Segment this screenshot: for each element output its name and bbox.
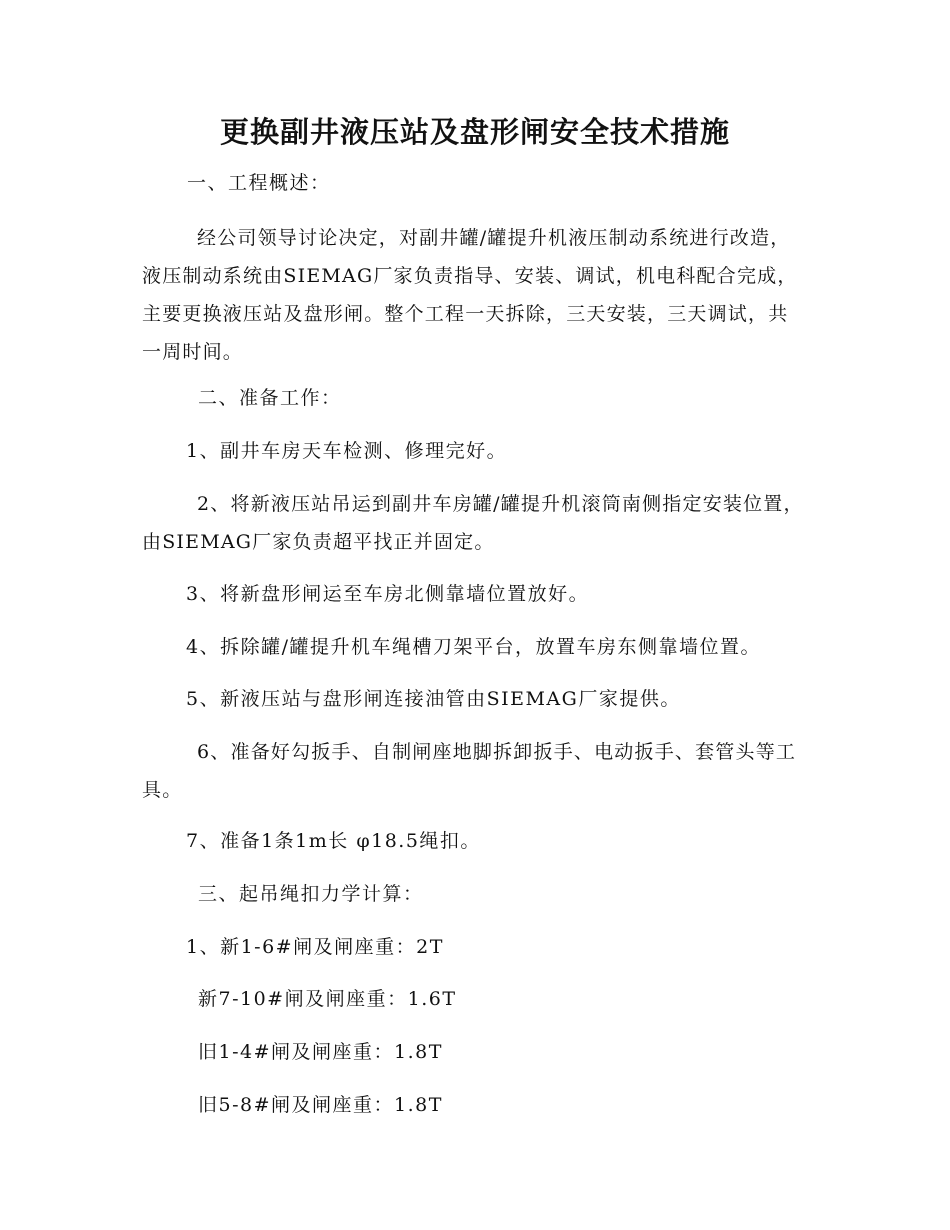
- section-heading-overview: 一、工程概述：: [187, 172, 331, 194]
- weight-item-3: 旧1-4#闸及闸座重：1.8T: [198, 1041, 443, 1063]
- section-heading-preparation: 二、准备工作：: [198, 387, 342, 409]
- prep-item-4: 4、拆除罐/罐提升机车绳槽刀架平台，放置车房东侧靠墙位置。: [186, 636, 761, 658]
- prep-item-1: 1、副井车房天车检测、修理完好。: [186, 440, 508, 462]
- document-title: 更换副井液压站及盘形闸安全技术措施: [219, 115, 730, 149]
- overview-paragraph: 经公司领导讨论决定，对副井罐/罐提升机液压制动系统进行改造，液压制动系统由SIEMAG厂家负责指导、安装、调试，机电科配合完成，主要更换液压站及盘形闸。整个工程一天拆除，三天安装，三天调试，共一周时间。: [142, 227, 798, 363]
- prep-item-3: 3、将新盘形闸运至车房北侧靠墙位置放好。: [186, 583, 590, 605]
- weight-item-1: 1、新1-6#闸及闸座重：2T: [186, 936, 444, 958]
- section-heading-calculation: 三、起吊绳扣力学计算：: [198, 883, 424, 905]
- prep-item-2: 2、将新液压站吊运到副井车房罐/罐提升机滚筒南侧指定安装位置，由SIEMAG厂家负责超平找正并固定。: [142, 493, 804, 553]
- prep-item-6: 6、准备好勾扳手、自制闸座地脚拆卸扳手、电动扳手、套管头等工具。: [142, 741, 797, 801]
- prep-item-5: 5、新液压站与盘形闸连接油管由SIEMAG厂家提供。: [186, 688, 681, 710]
- weight-item-2: 新7-10#闸及闸座重：1.6T: [198, 988, 457, 1010]
- prep-item-7: 7、准备1条1m长 φ18.5绳扣。: [186, 830, 481, 852]
- weight-item-4: 旧5-8#闸及闸座重：1.8T: [198, 1094, 443, 1116]
